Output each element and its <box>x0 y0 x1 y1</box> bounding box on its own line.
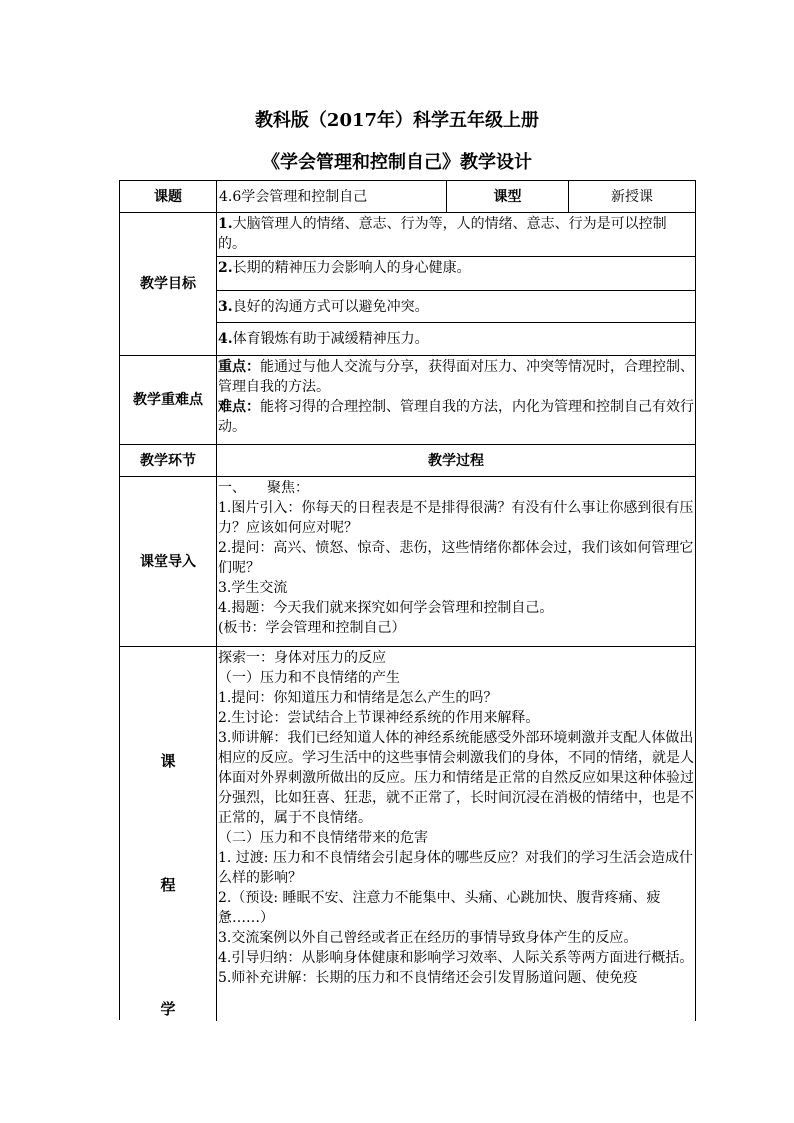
process-line: 1. 过渡: 压力和不良情绪会引起身体的哪些反应？对我们的学习生活会造成什么样的影响？ <box>218 850 693 886</box>
process-line: 探索一：身体对压力的反应 <box>218 650 386 666</box>
difficulty-label: 难点： <box>218 399 260 415</box>
intro-line: (板书：学会管理和控制自己） <box>218 620 406 636</box>
process-char-1: 课 <box>160 752 176 770</box>
goal-item-3 <box>217 291 696 323</box>
process-line: （二）压力和不良情绪带来的危害 <box>218 830 428 846</box>
difficulty-text: 能将习得的合理控制、管理自我的方法，内化为管理和控制自己有效行动。 <box>218 399 694 435</box>
goal-num: 2. <box>218 260 233 276</box>
lesson-plan-table <box>119 180 696 1020</box>
topic-label: 课题 <box>120 181 217 213</box>
goals-label: 教学目标 <box>120 213 217 356</box>
process-char-3: 学 <box>160 1000 176 1018</box>
process-line: 3.交流案例以外自己曾经或者正在经历的事情导致身体产生的反应。 <box>218 930 638 946</box>
intro-line: 一、 聚焦： <box>218 480 309 496</box>
process-line: 5.师补充讲解：长期的压力和不良情绪还会引发胃肠道问题、使免疫 <box>218 970 638 986</box>
intro-label: 课堂导入 <box>120 477 217 647</box>
process-line: 2.生讨论：尝试结合上节课神经系统的作用来解释。 <box>218 710 540 726</box>
intro-line: 3.学生交流 <box>218 580 288 596</box>
process-label <box>120 647 217 1021</box>
goal-item-2 <box>217 257 696 291</box>
goal-num: 4. <box>218 331 233 347</box>
goal-item-4 <box>217 323 696 356</box>
type-label: 课型 <box>447 181 569 213</box>
type-value: 新授课 <box>569 181 696 213</box>
document-subtitle: 《学会管理和控制自己》教学设计 <box>262 152 532 173</box>
intro-line: 1.图片引入：你每天的日程表是不是排得很满？有没有什么事让你感到很有压力？应该如何应对呢？ <box>218 500 694 536</box>
process-char-2: 程 <box>160 876 176 894</box>
section-right-header: 教学过程 <box>217 445 696 477</box>
focus-text: 能通过与他人交流与分享，获得面对压力、冲突等情况时，合理控制、管理自我的方法。 <box>218 359 694 395</box>
intro-content <box>217 477 696 647</box>
goal-text: 良好的沟通方式可以避免冲突。 <box>232 299 429 315</box>
document-title: 教科版（2017年）科学五年级上册 <box>254 110 540 131</box>
keypoints-content <box>217 356 696 445</box>
process-line: 2.（预设: 睡眠不安、注意力不能集中、头痛、心跳加快、腹背疼痛、疲惫……） <box>218 890 661 926</box>
goal-text: 体育锻炼有助于减缓精神压力。 <box>232 331 429 347</box>
process-content <box>217 647 696 1021</box>
goal-num: 1. <box>218 216 233 232</box>
process-line: （一）压力和不良情绪的产生 <box>218 670 400 686</box>
goal-num: 3. <box>218 299 233 315</box>
intro-line: 2.提问：高兴、愤怒、惊奇、悲伤，这些情绪你都体会过，我们该如何管理它们呢？ <box>218 540 694 576</box>
keypoints-label: 教学重难点 <box>120 356 217 445</box>
goal-text: 大脑管理人的情绪、意志、行为等，人的情绪、意志、行为是可以控制的。 <box>218 216 667 252</box>
process-line: 3.师讲解：我们已经知道人体的神经系统能感受外部环境刺激并支配人体做出相应的反应。学习生活中的这些事情会刺激我们的身体，不同的情绪，就是人体面对外界刺激所做出的反应。压力和情绪是正常的自然反应如果这种体验过分强烈，比如狂喜、狂悲，就不正常了，长时间沉浸在消极的情绪中，也是不正常的，属于不良情绪。 <box>218 730 694 826</box>
process-line: 4.引导归纳：从影响身体健康和影响学习效率、人际关系等两方面进行概括。 <box>218 950 694 966</box>
intro-line: 4.揭题：今天我们就来探究如何学会管理和控制自己。 <box>218 600 554 616</box>
process-line: 1.提问：你知道压力和情绪是怎么产生的吗？ <box>218 690 498 706</box>
goal-item-1 <box>217 213 696 257</box>
topic-value: 4.6学会管理和控制自己 <box>217 181 447 213</box>
goal-text: 长期的精神压力会影响人的身心健康。 <box>232 260 471 276</box>
focus-label: 重点： <box>218 359 260 375</box>
section-left-header: 教学环节 <box>120 445 217 477</box>
